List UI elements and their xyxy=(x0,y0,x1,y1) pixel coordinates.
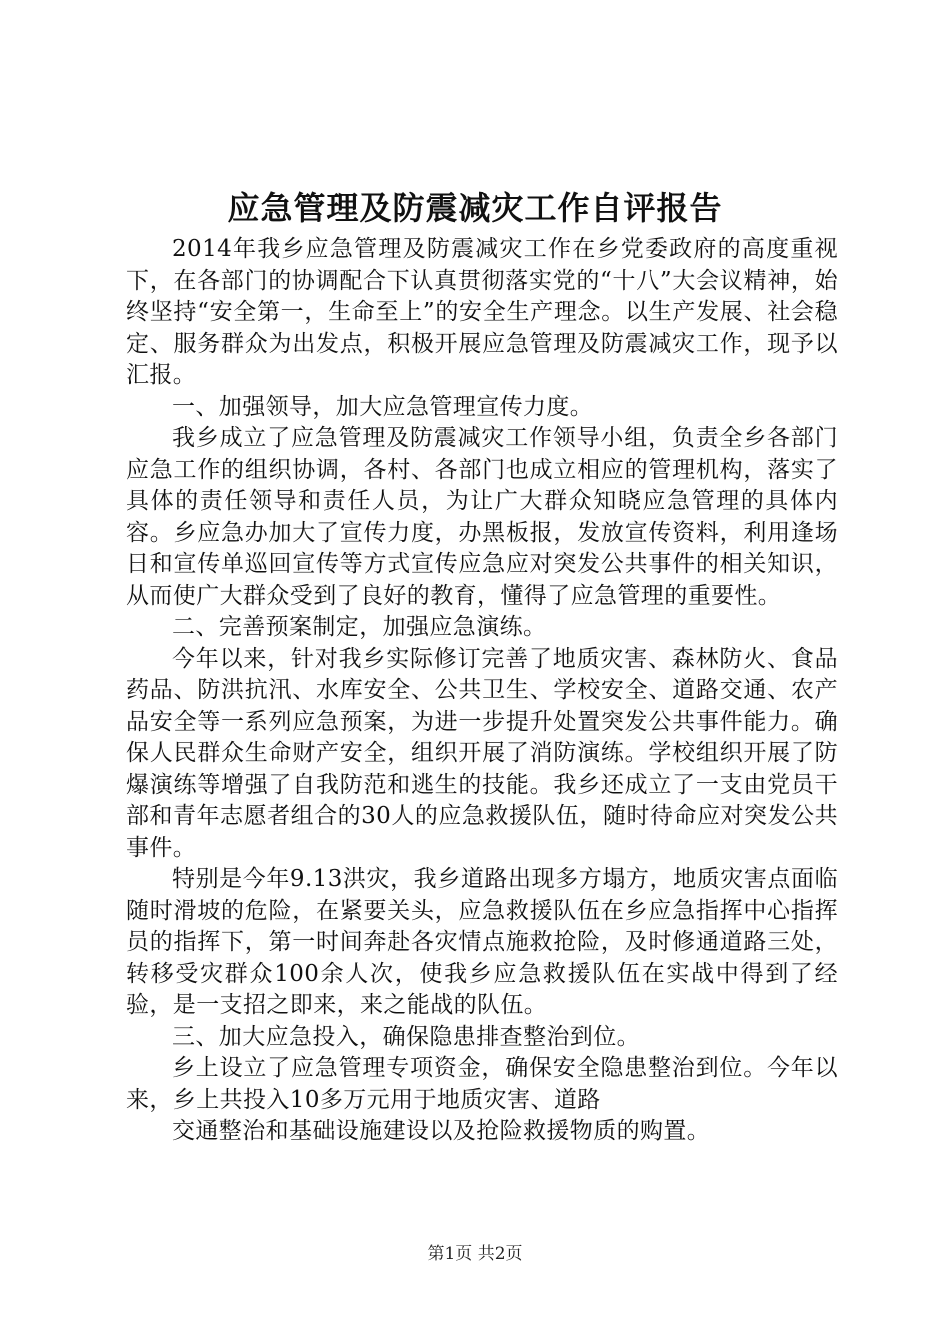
document-title: 应急管理及防震减灾工作自评报告 xyxy=(227,189,723,227)
paragraph-section-3a: 乡上设立了应急管理专项资金，确保安全隐患整治到位。今年以来，乡上共投入10多万元用于地质灾害、道路 xyxy=(126,1055,838,1113)
page-footer: 第1页 共2页 xyxy=(427,1244,523,1264)
section-heading-1: 一、加强领导，加大应急管理宣传力度。 xyxy=(172,393,594,420)
paragraph-section-2b: 特别是今年9.13洪灾，我乡道路出现多方塌方，地质灾害点面临随时滑坡的危险，在紧要关头，应急救援队伍在乡应急指挥中心指挥员的指挥下，第一时间奔赴各灾情点施救抢险，及时修通道路三处，转移受灾群众100余人次，使我乡应急救援队伍在实战中得到了经验，是一支招之即来，来之能战的队伍。 xyxy=(126,866,838,1018)
section-heading-2: 二、完善预案制定，加强应急演练。 xyxy=(172,614,547,640)
paragraph-section-1: 我乡成立了应急管理及防震减灾工作领导小组，负责全乡各部门应急工作的组织协调，各村、各部门也成立相应的管理机构，落实了具体的责任领导和责任人员，为让广大群众知晓应急管理的具体内容。乡应急办加大了宣传力度，办黑板报，发放宣传资料，利用逢场日和宣传单巡回宣传等方式宣传应急应对突发公共事件的相关知识，从而使广大群众受到了良好的教育，懂得了应急管理的重要性。 xyxy=(126,425,838,609)
paragraph-section-2a: 今年以来，针对我乡实际修订完善了地质灾害、森林防火、食品药品、防洪抗汛、水库安全、公共卫生、学校安全、道路交通、农产品安全等一系列应急预案，为进一步提升处置突发公共事件能力。确保人民群众生命财产安全，组织开展了消防演练。学校组织开展了防爆演练等增强了自我防范和逃生的技能。我乡还成立了一支由党员干部和青年志愿者组合的30人的应急救援队伍，随时待命应对突发公共事件。 xyxy=(126,645,838,861)
document-body xyxy=(126,234,838,1148)
paragraph-intro: 2014年我乡应急管理及防震减灾工作在乡党委政府的高度重视下，在各部门的协调配合下认真贯彻落实党的“十八”大会议精神，始终坚持“安全第一，生命至上”的安全生产理念。以生产发展、社会稳定、服务群众为出发点，积极开展应急管理及防震减灾工作，现予以汇报。 xyxy=(126,236,838,388)
section-heading-3: 三、加大应急投入，确保隐患排查整治到位。 xyxy=(172,1023,640,1050)
paragraph-section-3b: 交通整治和基础设施建设以及抢险救援物质的购置。 xyxy=(172,1118,711,1144)
